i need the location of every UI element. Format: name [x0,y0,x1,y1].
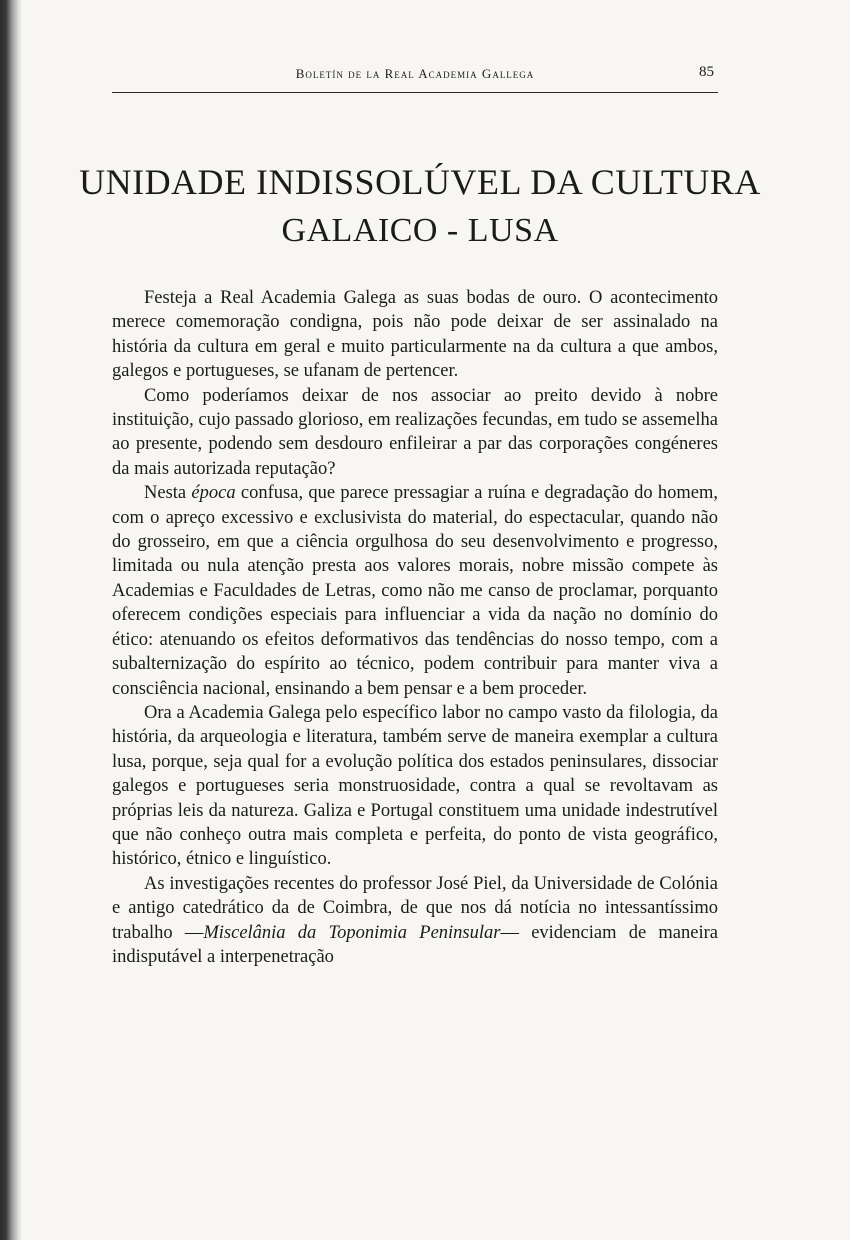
binding-shadow [0,0,22,1240]
paragraph-text: — evidenciam de maneira indisputável a interpenetração [112,922,718,967]
italic-text: época [191,483,236,504]
paragraph [112,384,718,482]
paragraph-text: Festeja a Real Academia Galega as suas bodas de ouro. O acontecimento merece comemoração condigna, pois não pode deixar de ser assinalado na história da cultura em geral e muito particularmente na da cultura a que ambos, galegos e portugueses, se ufanam de pertencer. [112,288,718,382]
paragraph-text: As investigações recentes do professor José Piel, da Universidade de Colónia e antigo catedrático da de Coimbra, de que nos dá notícia no intessantíssimo trabalho — [112,873,718,943]
page-header [112,60,718,93]
paragraph-text: Nesta [144,483,192,504]
paragraph [112,701,718,872]
paragraph-text: Ora a Academia Galega pelo específico labor no campo vasto da filologia, da história, da arqueologia e literatura, também serve de maneira exemplar a cultura lusa, porque, seja qual for a evolução política dos estados peninsulares, dissociar galegos e portugueses seria monstruosidade, contra a qual se revoltavam as próprias leis da natureza. Galiza e Portugal constituem uma unidade indestrutível que não conheço outra mais completa e perfeita, do ponto de vista geográfico, histórico, étnico e linguístico. [112,702,718,870]
running-head: Boletín de la Real Academia Gallega [295,66,535,81]
paragraph [112,286,718,384]
article-title-line-2: GALAICO - LUSA [281,212,559,249]
article-body [112,286,718,969]
paragraph-text: Como poderíamos deixar de nos associar ao preito devido à nobre instituição, cujo passado glorioso, em realizações fecundas, em tudo se assemelha ao presente, podendo sem desdouro enfileirar a par das corporações congéneres da mais autorizada reputação? [112,385,718,479]
page-number: 85 [699,64,714,80]
paragraph [112,481,718,701]
paragraph [112,872,718,970]
paragraph-text: confusa, que parece pressagiar a ruína e degradação do homem, com o apreço excessivo e exclusivista do material, do espectacular, quando não do grosseiro, em que a ciência orgulhosa do seu desenvolvimento e progresso, limitada ou nula atenção presta aos valores morais, nobre missão compete às Academias e Faculdades de Letras, como não me canso de proclamar, porquanto oferecem condições especiais para influenciar a vida da nação no domínio do ético: atenuando os efeitos deformativos das tendências do nosso tempo, com a subalternização do espírito ao técnico, podem contribuir para manter viva a consciência nacional, ensinando a bem pensar e a bem proceder. [112,483,718,699]
article-title-line-1: UNIDADE INDISSOLÚVEL DA CULTURA [79,162,761,202]
italic-text: Miscelânia da Toponimia Peninsular [203,922,501,943]
